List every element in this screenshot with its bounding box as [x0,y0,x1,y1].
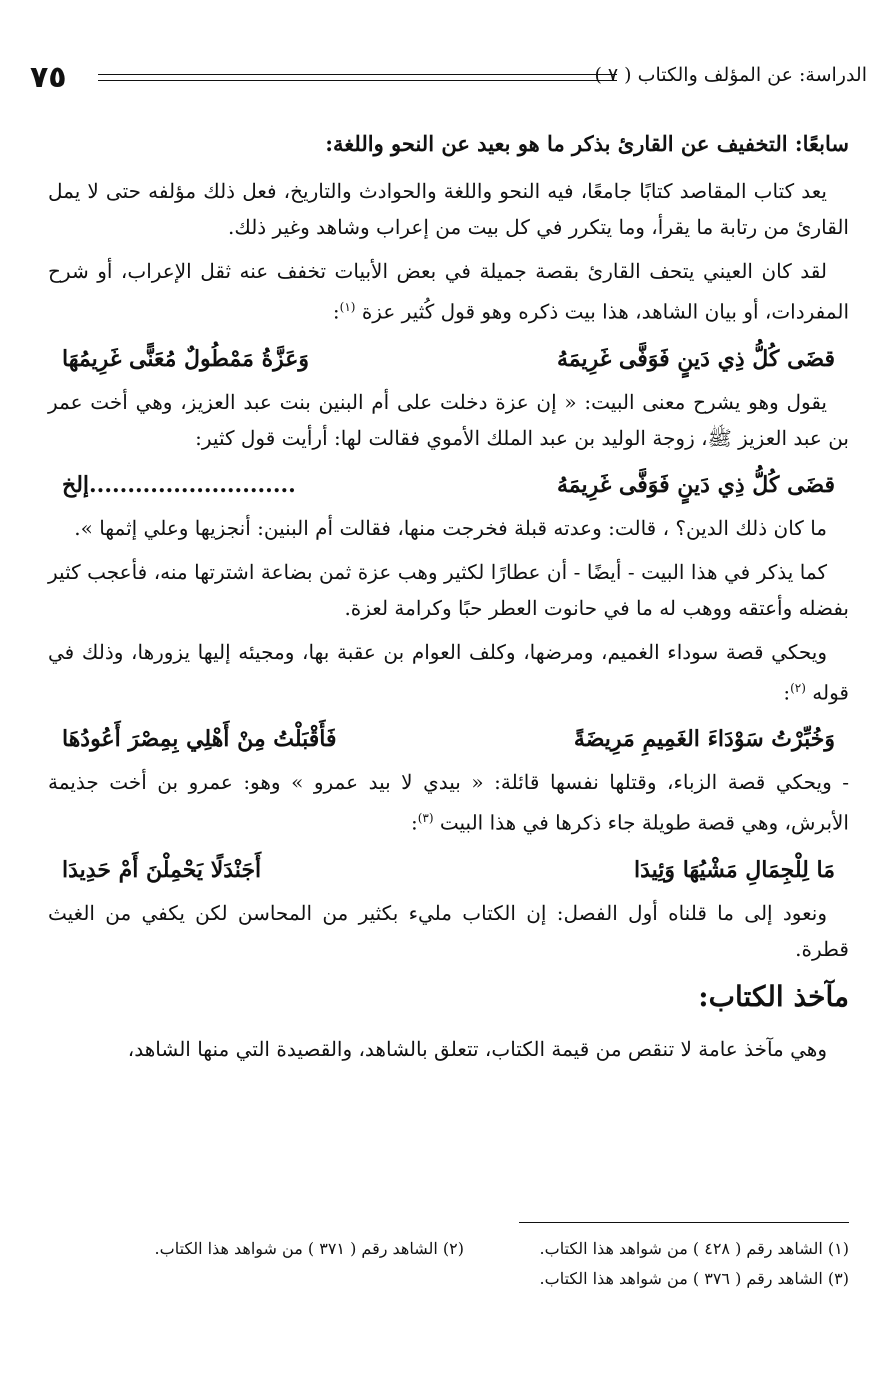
paragraph-2 [48,253,849,330]
paragraph-8: ونعود إلى ما قلناه أول الفصل: إن الكتاب مليء بكثير من المحاسن لكن يكفي من الغيث قطرة. [48,900,849,961]
footnote-2: (٢) الشاهد رقم ( ٣٧١ ) من شواهد هذا الكتاب. [154,1239,464,1258]
paragraph-4: ما كان ذلك الدين؟ ، قالت: وعدته قبلة فخرجت منها، فقالت أم البنين: أنجزيها وعلي إثمها ». [74,515,827,540]
footnote-ref-2[interactable]: (٢) [790,680,806,695]
verse-2-first-hemistich: قضَى كُلُّ ذِي دَينٍ فَوَفَّى غَرِيمَهُ [556,471,835,498]
page-header [26,58,867,102]
verse-1-first-hemistich: قضَى كُلُّ ذِي دَينٍ فَوَفَّى غَرِيمَهُ [556,345,835,372]
paragraph-9: وهي مآخذ عامة لا تنقص من قيمة الكتاب، تتعلق بالشاهد، والقصيدة التي منها الشاهد، [127,1036,827,1061]
verse-1 [62,338,835,380]
paragraph-3: يقول وهو يشرح معنى البيت: « إن عزة دخلت على أم البنين بنت عبد العزيز، وهي أخت عمر بن عبد العزيز ﷺ، زوجة الوليد بن عبد الملك الأموي فقالت لها: أرأيت قول كثير: [48,389,849,450]
verse-1-second-hemistich: وَعَزَّةُ مَمْطُولٌ مُعَنًّى غَرِيمُهَا [62,345,309,372]
page-number: ٧٥ [30,60,67,95]
verse-3 [62,718,835,760]
section-heading-criticisms: مآخذ الكتاب: [698,979,849,1013]
running-title: الدراسة: عن المؤلف والكتاب ( ٧ ) [594,64,867,86]
verse-4 [62,849,835,891]
verse-3-first-hemistich: وَخُبِّرْتُ سَوْدَاءَ الغَمِيمِ مَرِيضَةً [573,726,835,753]
section-heading: سابعًا: التخفيف عن القارئ بذكر ما هو بعيد عن النحو واللغة: [325,131,849,156]
paragraph-7-text: - ويحكي قصة الزباء، وقتلها نفسها قائلة: « بيدي لا بيد عمرو » وهو: عمرو بن أخت جذيمة الأبرش، وهي قصة طويلة جاء ذكرها في هذا البيت [48,770,849,835]
footnote-3: (٣) الشاهد رقم ( ٣٧٦ ) من شواهد هذا الكتاب. [539,1269,849,1288]
verse-4-first-hemistich: مَا لِلْجِمَالِ مَشْيُهَا وَئِيدَا [634,856,835,883]
paragraph-5: كما يذكر في هذا البيت - أيضًا - أن عطارًا لكثير وهب عزة ثمن بضاعة اشترتها منه، فأعجب كثير بفضله وأعتقه ووهب له ما في حانوت العطر حبًا وكرامة لعزة. [48,559,849,620]
paragraph-7-colon: : [410,810,418,835]
paragraph-6 [48,634,849,711]
paragraph-2-text: لقد كان العيني يتحف القارئ بقصة جميلة في بعض الأبيات تخفف عنه ثقل الإعراب، أو شرح المفردات، أو بيان الشاهد، هذا بيت ذكره وهو قول كُثير عزة [48,259,849,324]
footnote-row-1 [48,1234,849,1264]
paragraph-1: يعد كتاب المقاصد كتابًا جامعًا، فيه النحو واللغة والحوادث والتاريخ، فعل ذلك مؤلفه حتى لا يمل القارئ من رتابة ما يقرأ، وما يتكرر في كل بيت من إعراب وشاهد وغير ذلك. [48,179,849,239]
paragraph-6-text: ويحكي قصة سوداء الغميم، ومرضها، وكلف العوام بن عقبة بها، ومجيئه إليها يزورها، وذلك في قوله [48,639,849,705]
footnote-ref-1[interactable]: (١) [339,300,356,314]
paragraph-6-colon: : [783,680,791,705]
footnote-1: (١) الشاهد رقم ( ٤٢٨ ) من شواهد هذا الكتاب. [539,1239,849,1258]
verse-2-second-hemistich: ...........................إلخ [62,471,296,498]
header-rule-secondary [98,80,617,81]
footnote-rule [519,1222,849,1223]
footnote-row-2 [48,1264,849,1294]
page-body [48,125,849,1075]
footnote-rows [48,1234,849,1294]
verse-2 [62,464,835,506]
verse-3-second-hemistich: فَأَقْبَلْتُ مِنْ أَهْلِي بِمِصْرَ أَعُودُهَا [62,726,337,753]
footnote-ref-3[interactable]: (٣) [417,811,434,826]
paragraph-7 [48,764,849,841]
paragraph-2-colon: : [332,299,340,324]
header-rule [98,74,617,75]
verse-4-second-hemistich: أَجَنْدَلًا يَحْمِلْنَ أَمْ حَدِيدَا [62,856,262,883]
